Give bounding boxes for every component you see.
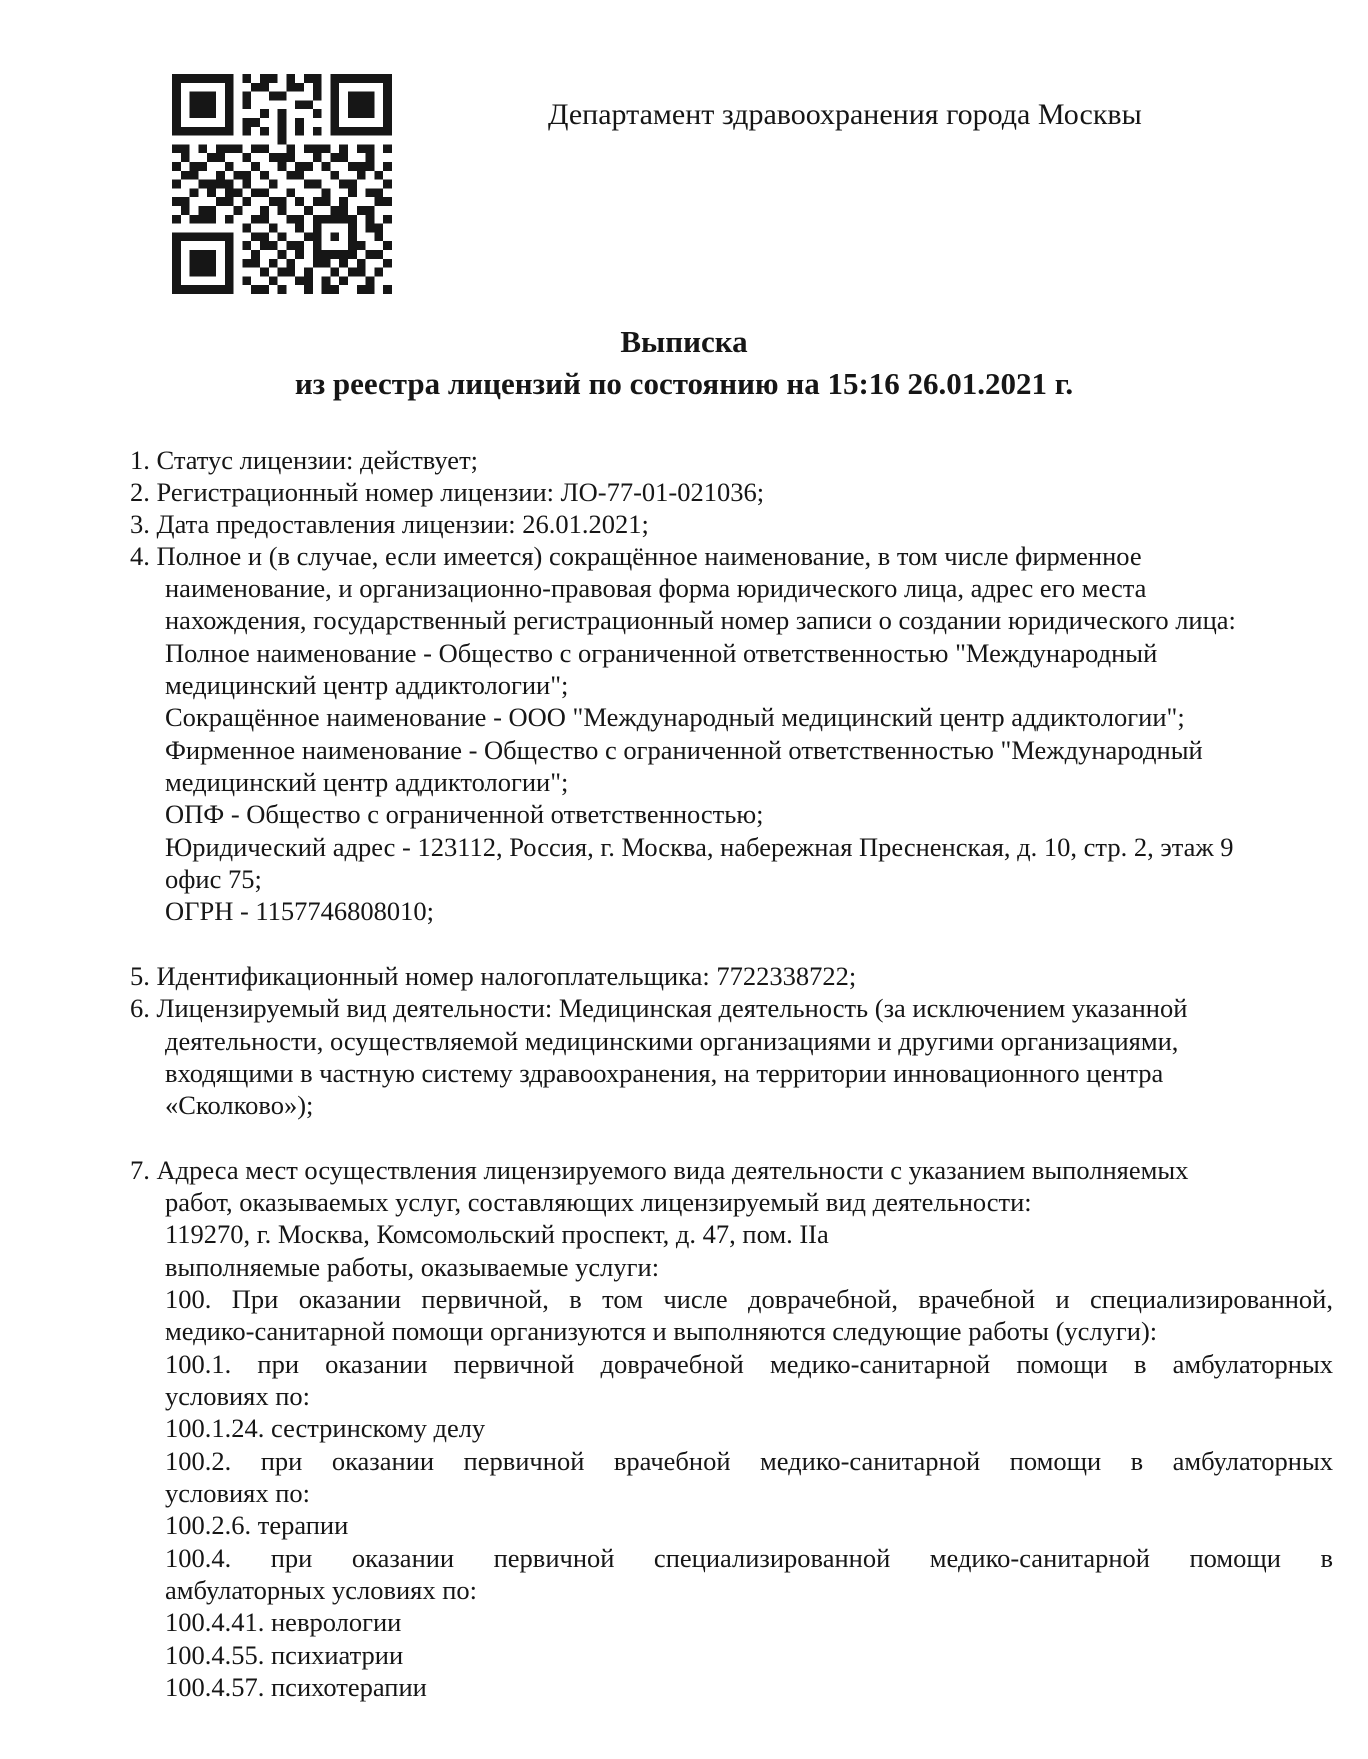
- license-date: 3. Дата предоставления лицензии: 26.01.2021;: [130, 509, 649, 539]
- place-address: 119270, г. Москва, Комсомольский проспект, д. 47, пом. IIа: [165, 1219, 829, 1249]
- service-100-4-55: 100.4.55. психиатрии: [165, 1640, 404, 1670]
- activity-line: «Сколково»);: [165, 1090, 314, 1120]
- service-100-4: 100.4. при оказании первичной специализированной медико-санитарной помощи в: [165, 1543, 1333, 1573]
- places-heading: 7. Адреса мест осуществления лицензируемого вида деятельности с указанием выполняемых: [130, 1155, 1189, 1185]
- brand-name-cont: медицинский центр аддиктологии";: [165, 767, 569, 797]
- full-name-cont: медицинский центр аддиктологии";: [165, 670, 569, 700]
- service-100-4-57: 100.4.57. психотерапии: [165, 1672, 427, 1702]
- service-100-2-cont: условиях по:: [165, 1478, 311, 1508]
- service-100: 100. При оказании первичной, в том числе доврачебной, врачебной и специализированной,: [165, 1284, 1333, 1314]
- service-100-cont: медико-санитарной помощи организуются и выполняются следующие работы (услуги):: [165, 1316, 1158, 1346]
- service-100-1-cont: условиях по:: [165, 1381, 311, 1411]
- qr-code-icon: [172, 74, 392, 294]
- service-100-4-cont: амбулаторных условиях по:: [165, 1575, 478, 1605]
- activity-line: входящими в частную систему здравоохранения, на территории инновационного центра: [165, 1058, 1164, 1088]
- legal-entity-line: наименование, и организационно-правовая форма юридического лица, адрес его места: [165, 573, 1147, 603]
- full-name: Полное наименование - Общество с ограниченной ответственностью "Международный: [165, 638, 1158, 668]
- legal-address-cont: офис 75;: [165, 864, 262, 894]
- inn: 5. Идентификационный номер налогоплательщика: 7722338722;: [130, 961, 857, 991]
- document-subtitle: из реестра лицензий по состоянию на 15:16 26.01.2021 г.: [294, 366, 1074, 401]
- activity-line: деятельности, осуществляемой медицинскими организациями и другими организациями,: [165, 1026, 1179, 1056]
- places-line: работ, оказываемых услуг, составляющих лицензируемый вид деятельности:: [165, 1187, 1032, 1217]
- document-title: Выписка: [620, 324, 748, 359]
- service-100-1: 100.1. при оказании первичной доврачебной медико-санитарной помощи в амбулаторных: [165, 1349, 1333, 1379]
- services-label: выполняемые работы, оказываемые услуги:: [165, 1252, 660, 1282]
- license-number: 2. Регистрационный номер лицензии: ЛО-77-01-021036;: [130, 477, 765, 507]
- service-100-2-6: 100.2.6. терапии: [165, 1510, 349, 1540]
- license-status: 1. Статус лицензии: действует;: [130, 445, 479, 475]
- service-100-2: 100.2. при оказании первичной врачебной медико-санитарной помощи в амбулаторных: [165, 1446, 1333, 1476]
- legal-entity-line: нахождения, государственный регистрационный номер записи о создании юридического лица:: [165, 605, 1236, 635]
- brand-name: Фирменное наименование - Общество с ограниченной ответственностью "Международный: [165, 735, 1203, 765]
- department-name: Департамент здравоохранения города Москвы: [548, 98, 1142, 131]
- legal-entity-heading: 4. Полное и (в случае, если имеется) сокращённое наименование, в том числе фирменное: [130, 541, 1142, 571]
- ogrn: ОГРН - 1157746808010;: [165, 896, 435, 926]
- service-100-4-41: 100.4.41. неврологии: [165, 1607, 402, 1637]
- legal-form: ОПФ - Общество с ограниченной ответственностью;: [165, 799, 764, 829]
- service-100-1-24: 100.1.24. сестринскому делу: [165, 1413, 486, 1443]
- short-name: Сокращённое наименование - ООО "Международный медицинский центр аддиктологии";: [165, 702, 1185, 732]
- activity-heading: 6. Лицензируемый вид деятельности: Медицинская деятельность (за исключением указанной: [130, 993, 1188, 1023]
- legal-address: Юридический адрес - 123112, Россия, г. Москва, набережная Пресненская, д. 10, стр. 2, этаж 9: [165, 832, 1234, 862]
